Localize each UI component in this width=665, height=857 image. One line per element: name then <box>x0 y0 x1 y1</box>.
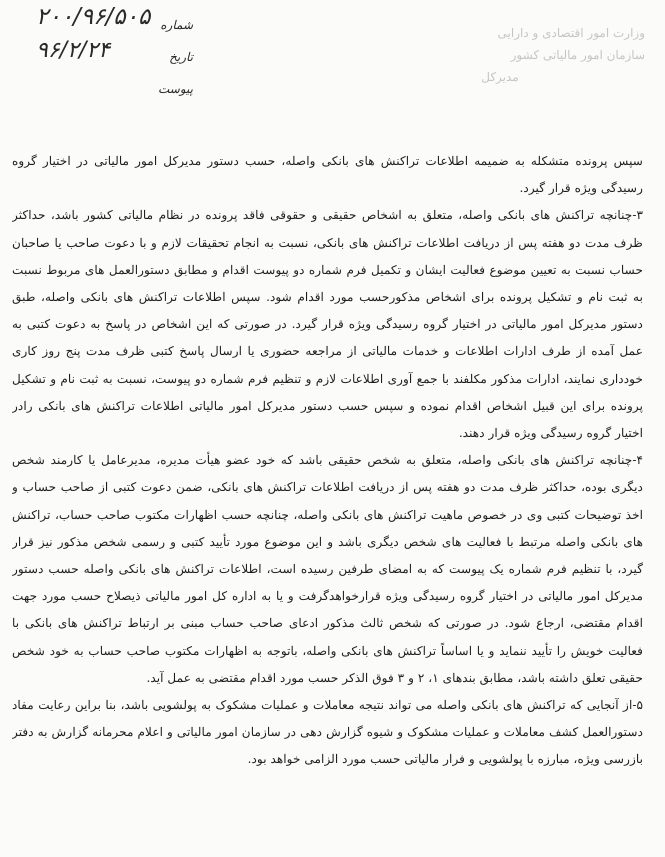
letter-date-label: تاریخ <box>169 50 193 64</box>
attachment-label: پیوست <box>158 82 193 96</box>
stamp-line-1: وزارت امور اقتصادی و دارایی <box>497 26 645 40</box>
stamp-line-2: سازمان امور مالیاتی کشور <box>510 48 645 62</box>
stamp-line-3: مدیرکل <box>481 70 519 84</box>
paragraph-item-4: ۴-چنانچه تراکنش های بانکی واصله، متعلق به شخص حقیقی باشد که خود عضو هیأت مدیره، مدیرعامل یا کارمند شخص دیگری بوده، حداکثر ظرف مدت دو هفته پس از دریافت اطلاعات تراکنش های بانکی، ضمن دعوت کتبی از صاحب حساب و اخذ توضیحات کتبی وی در خصوص ماهیت تراکنش های بانکی واصله، چنانچه حسب اظهارات مکتوب صاحب حساب، تراکنش های بانکی واصله مرتبط با فعالیت های شخص دیگری باشد و این موضوع مورد تأیید کتبی و رسمی شخص مذکور نیز قرار گیرد، با تنظیم فرم شماره یک پیوست که به امضای طرفین رسیده است، اطلاعات تراکنش های بانکی واصله حسب دستور مدیرکل امور مالیاتی در اختیار گروه رسیدگی ویژه قرارخواهدگرفت و یا به اداره کل امور مالیاتی ذیصلاح حسب مورد جهت اقدام مقتضی، ارجاع شود. در صورتی که شخص ثالث مذکور ادعای صاحب حساب مبنی بر ارتباط تراکنش های بانکی با فعالیت خویش را تأیید ننماید و یا اساساً تراکنش های بانکی واصله، باتوجه به اظهارات مکتوب صاحب حساب به خود شخص حقیقی تعلق داشته باشد، مطابق بندهای ۱، ۲ و ۳ فوق الذکر حسب مورد اقدام مقتضی به عمل آید. <box>12 453 643 685</box>
faded-letterhead-stamp <box>415 22 645 102</box>
paragraph-item-5: ۵-از آنجایی که تراکنش های بانکی واصله می تواند نتیجه معاملات و عملیات مشکوک به پولشویی باشد، بنا براین رعایت مفاد دستورالعمل کشف معاملات و عملیات مشکوک و شیوه گزارش دهی در سازمان امور مالیاتی و اعلام محرمانه گزارش به دفتر بازرسی ویژه، مبارزه با پولشویی و فرار مالیاتی حسب مورد الزامی خواهد بود. <box>12 698 643 767</box>
letter-number-label: شماره <box>160 18 193 32</box>
letter-date-value: ۹۶/۲/۲۴ <box>36 38 110 63</box>
letter-number-value: ۲۰۰/۹۶/۵۰۵ <box>36 4 151 30</box>
letter-body <box>12 148 643 837</box>
paragraph-intro: سپس پرونده متشکله به ضمیمه اطلاعات تراکنش های بانکی واصله، حسب دستور مدیرکل امور مالیاتی در اختیار گروه رسیدگی ویژه قرار گیرد. <box>12 154 643 196</box>
reference-block <box>28 4 193 116</box>
paragraph-item-3: ۳-چنانچه تراکنش های بانکی واصله، متعلق به اشخاص حقیقی و حقوقی فاقد پرونده در نظام مالیاتی کشور باشد، حداکثر ظرف مدت دو هفته پس از دریافت اطلاعات تراکنش های بانکی، نسبت به انجام تحقیقات لازم و با دعوت صاحب یا صاحبان حساب نسبت به تعیین موضوع فعالیت ایشان و تکمیل فرم شماره دو پیوست اقدام و مطابق دستورالعمل های مربوط نسبت به ثبت نام و تشکیل پرونده برای اشخاص مذکورحسب مورد اقدام شود. سپس اطلاعات تراکنش های بانکی واصله، طبق دستور مدیرکل امور مالیاتی در اختیار گروه رسیدگی ویژه قرار گیرد. در صورتی که این اشخاص در پاسخ به دعوت کتبی به عمل آمده از طرف ادارات اطلاعات و خدمات مالیاتی از مراجعه حضوری یا ارسال پاسخ کتبی ظرف مدت پنج روز کاری خودداری نمایند، ادارات مذکور مکلفند با جمع آوری اطلاعات لازم و تنظیم فرم شماره دو پیوست، نسبت به ثبت نام و تشکیل پرونده برای این قبیل اشخاص اقدام نموده و سپس حسب دستور مدیرکل امور مالیاتی اطلاعات تراکنش های بانکی رادر اختیار گروه رسیدگی ویژه قرار دهند. <box>12 208 643 441</box>
